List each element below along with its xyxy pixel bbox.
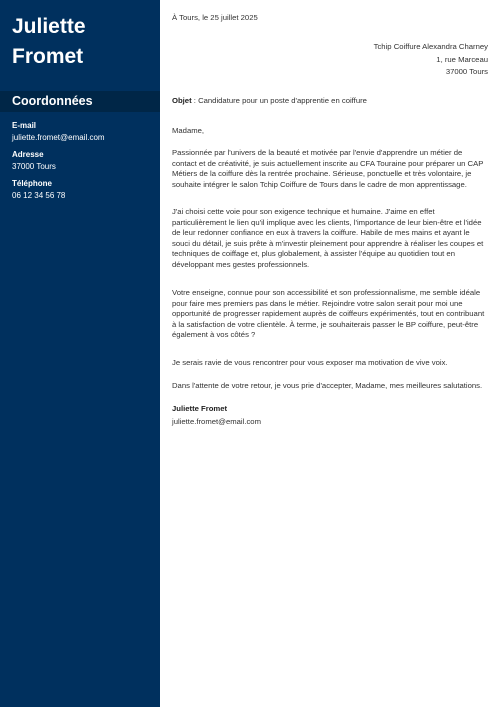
contact-address bbox=[12, 149, 157, 172]
letter-subject bbox=[172, 96, 367, 107]
letter-paragraph: Passionnée par l'univers de la beauté et motivée par l'envie d'apprendre un métier de contact et de créativité, je suis actuellement inscrite au CFA Touraine pour préparer un CAP Métiers de la coiffure dès la rentrée prochaine. Sérieuse, ponctuelle et très volontaire, je souhaite intégrer le salon Tchip Coiffure de Tours dans le cadre de mon apprentissage. bbox=[172, 148, 484, 189]
recipient-line: Tchip Coiffure Alexandra Charney bbox=[373, 42, 488, 51]
first-name: Juliette bbox=[12, 15, 86, 38]
signature-name: Juliette Fromet bbox=[172, 404, 228, 413]
contact-phone bbox=[12, 178, 157, 201]
contact-value[interactable]: juliette.fromet@email.com bbox=[12, 133, 105, 142]
contact-label: Adresse bbox=[12, 150, 44, 159]
contact-section-title: Coordonnées bbox=[12, 94, 93, 108]
letter-paragraph: J'ai choisi cette voie pour son exigence technique et humaine. J'aime en effet particulièrement le lien qu'il implique avec les clients, l'importance de leur bien-être et l'idée de leur redonner confiance en eux à travers la coiffure. Habile de mes mains et ayant le souci du détail, je suis prête à m'investir pleinement pour apprendre à réaliser les coupes et techniques de coiffage et, plus globalement, à assister l'équipe au quotidien tout en développant mes gestes professionnels. bbox=[172, 207, 484, 269]
subject-label: Objet bbox=[172, 96, 192, 105]
signature-email[interactable]: juliette.fromet@email.com bbox=[172, 416, 261, 426]
contact-value: 37000 Tours bbox=[12, 162, 56, 171]
contact-value[interactable]: 06 12 34 56 78 bbox=[12, 191, 66, 200]
letter-paragraph: Dans l'attente de votre retour, je vous prie d'accepter, Madame, mes meilleures salutations. bbox=[172, 381, 483, 390]
contact-label: E-mail bbox=[12, 121, 37, 130]
subject-text: : Candidature pour un poste d'apprentie en coiffure bbox=[191, 96, 367, 105]
contact-section-header bbox=[0, 91, 160, 112]
last-name: Fromet bbox=[12, 45, 84, 68]
letter-paragraph: Votre enseigne, connue pour son accessibilité et son professionnalisme, me semble idéale pour faire mes premiers pas dans le métier. Rejoindre votre salon serait pour moi une opportunité de progresser rapidement auprès de coiffeurs expérimentés, tout en contribuant à la satisfaction de votre clientèle. À terme, je souhaiterais passer le BP coiffure, peut-être également à vos côtés ? bbox=[172, 288, 485, 339]
candidate-name bbox=[12, 12, 152, 72]
sidebar bbox=[0, 0, 160, 707]
recipient-line: 1, rue Marceau bbox=[436, 54, 488, 64]
letter-paragraph: Je serais ravie de vous rencontrer pour vous exposer ma motivation de vive voix. bbox=[172, 358, 448, 367]
contact-email bbox=[12, 120, 157, 143]
contact-label: Téléphone bbox=[12, 179, 53, 188]
salutation: Madame, bbox=[172, 126, 205, 135]
recipient-block bbox=[374, 41, 488, 79]
letter-date: À Tours, le 25 juillet 2025 bbox=[172, 13, 258, 22]
recipient-line: 37000 Tours bbox=[445, 67, 488, 76]
signature bbox=[172, 404, 261, 427]
